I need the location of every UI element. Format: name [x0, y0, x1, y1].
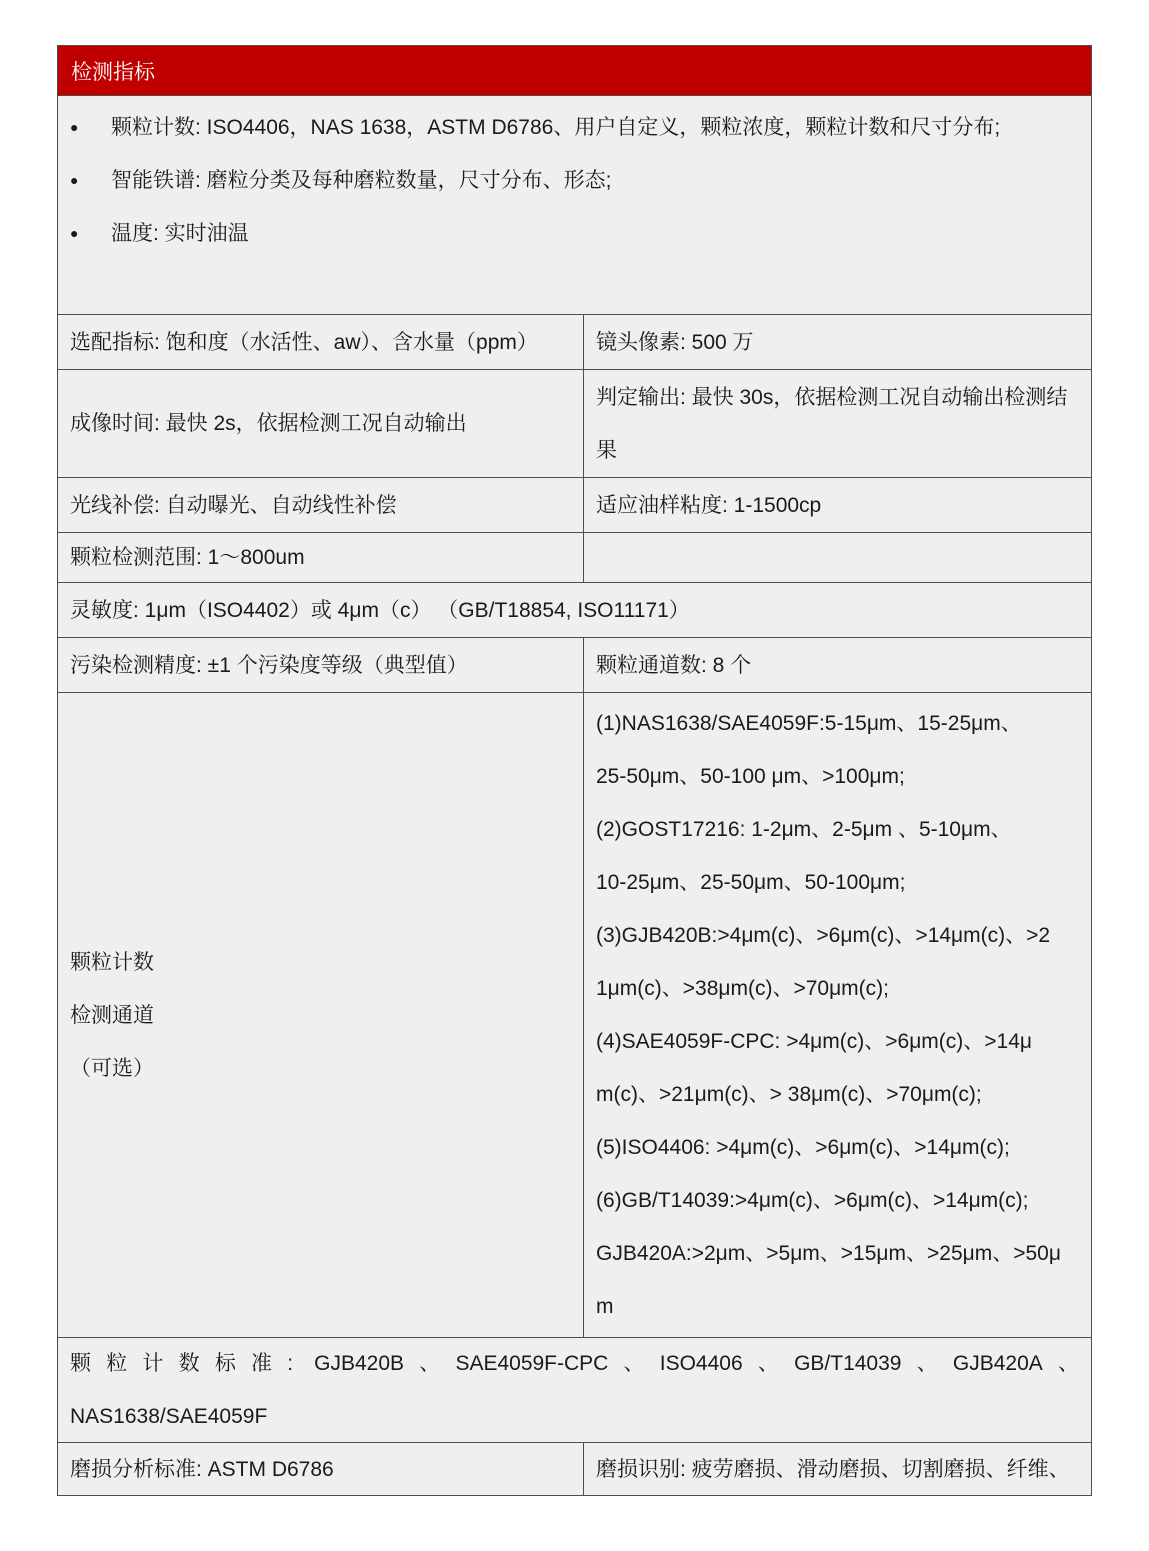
cell-text: 污染检测精度: ±1 个污染度等级（典型值）	[70, 653, 468, 677]
cell-wear-standard	[58, 1443, 584, 1495]
cell-counting-channels-label	[58, 693, 584, 1337]
row-sensitivity	[58, 582, 1091, 637]
row-wear-analysis	[58, 1442, 1091, 1495]
cell-wear-recognition	[584, 1443, 1091, 1495]
row-detection-range	[58, 532, 1091, 582]
bullet-icon: ●	[70, 225, 79, 241]
cell-text: 灵敏度: 1μm（ISO4402）或 4μm（c） （GB/T18854, ISO11171）	[70, 598, 690, 622]
bullet-text-temperature: 温度: 实时油温	[111, 222, 249, 245]
row-optional-indicators	[58, 314, 1091, 369]
section-title: 检测指标	[71, 60, 155, 84]
cell-particle-channel-count	[584, 638, 1091, 692]
row-counting-channels	[58, 692, 1091, 1337]
cell-text-lines: (1)NAS1638/SAE4059F:5-15μm、15-25μm、 25-50μm、50-100 μm、>100μm; (2)GOST17216: 1-2μm、2-5μm 、5-10μm、 10-25μm、25-50μm、50-100μm; (3)GJB420B:>4μm(c)、>6μm(c)、>14μm(c)、>2 1μm(c)、>38μm(c)、>70μm(c); (4)SAE4059F-CPC: >4μm(c)、>6μm(c)、>14μ m(c)、>21μm(c)、> 38μm(c)、>70μm(c); (5)ISO4406: >4μm(c)、>6μm(c)、>14μm(c); (6)GB/T14039:>4μm(c)、>6μm(c)、>14μm(c); GJB420A:>2μm、>5μm、>15μm、>25μm、>50μ m	[596, 712, 1061, 1318]
spec-sheet	[57, 45, 1092, 1496]
row-imaging-time	[58, 369, 1091, 477]
list-item	[66, 101, 1079, 154]
bullet-text-particle-count: 颗粒计数: ISO4406，NAS 1638，ASTM D6786、用户自定义，颗粒浓度，颗粒计数和尺寸分布;	[111, 116, 1001, 139]
cell-text: 颗粒计数标准: GJB420B、SAE4059F-CPC、ISO4406、GB/T14039、GJB420A、	[70, 1352, 1079, 1375]
cell-detection-range	[58, 533, 584, 582]
cell-text: 磨损分析标准: ASTM D6786	[70, 1457, 334, 1481]
cell-text: 选配指标: 饱和度（水活性、aw）、含水量（ppm）	[70, 330, 538, 354]
cell-judgement-output	[584, 370, 1091, 477]
bullet-icon: ●	[70, 119, 79, 135]
cell-text: 光线补偿: 自动曝光、自动线性补偿	[70, 493, 397, 517]
bullet-icon: ●	[70, 172, 79, 188]
cell-text: NAS1638/SAE4059F	[70, 1404, 268, 1428]
cell-text: 判定输出: 最快 30s，依据检测工况自动输出检测结果	[596, 385, 1068, 462]
cell-counting-standards	[58, 1338, 1091, 1442]
cell-text: 适应油样粘度: 1-1500cp	[596, 493, 822, 517]
row-light-compensation	[58, 477, 1091, 532]
row-contamination-precision	[58, 637, 1091, 692]
cell-imaging-time	[58, 370, 584, 477]
row-counting-standards	[58, 1337, 1091, 1442]
cell-sensitivity	[58, 583, 1091, 637]
cell-contamination-precision	[58, 638, 584, 692]
cell-text: 磨损识别: 疲劳磨损、滑动磨损、切割磨损、纤维、	[596, 1457, 1070, 1481]
list-item	[66, 207, 1079, 260]
cell-optional-indicators	[58, 315, 584, 369]
cell-oil-viscosity	[584, 478, 1091, 532]
cell-lens-pixels	[584, 315, 1091, 369]
cell-text: 镜头像素: 500 万	[596, 330, 754, 354]
section-header	[58, 46, 1091, 96]
cell-empty	[584, 533, 1091, 582]
bullet-text-ferrography: 智能铁谱: 磨粒分类及每种磨粒数量，尺寸分布、形态;	[111, 169, 612, 192]
cell-text-lines: 颗粒计数 检测通道 （可选）	[70, 950, 154, 1080]
cell-light-compensation	[58, 478, 584, 532]
list-item	[66, 154, 1079, 207]
key-indicators-list	[58, 96, 1091, 314]
cell-text: 颗粒检测范围: 1～800um	[70, 546, 305, 569]
cell-text: 颗粒通道数: 8 个	[596, 653, 752, 677]
cell-counting-channels-detail	[584, 693, 1091, 1337]
cell-text: 成像时间: 最快 2s，依据检测工况自动输出	[70, 412, 467, 435]
